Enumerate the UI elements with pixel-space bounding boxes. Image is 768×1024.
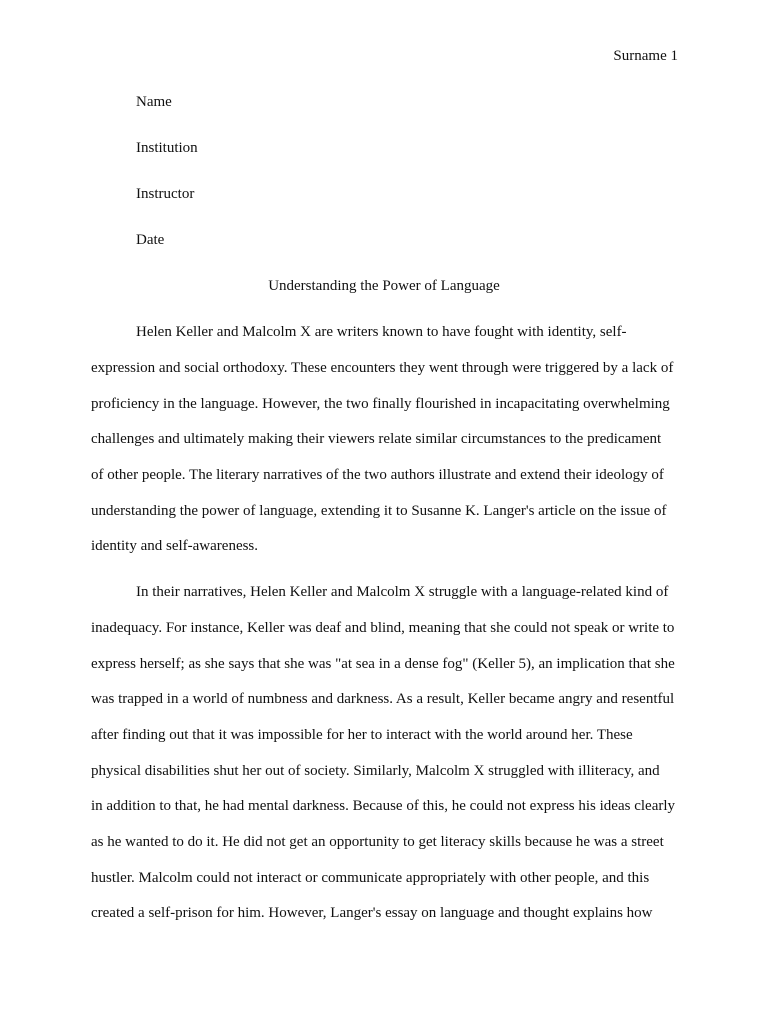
paragraph-line: In their narratives, Helen Keller and Malcolm X struggle with a language-related kind of [136, 584, 669, 600]
paragraph-line: understanding the power of language, extending it to Susanne K. Langer's article on the issue of [91, 503, 667, 519]
paragraph-line: expression and social orthodoxy. These encounters they went through were triggered by a lack of [91, 360, 674, 376]
paragraph-line: identity and self-awareness. [91, 538, 259, 554]
paragraph-line: challenges and ultimately making their viewers relate similar circumstances to the predicament [91, 431, 662, 447]
institution-line: Institution [136, 140, 198, 156]
paragraph-line: after finding out that it was impossible for her to interact with the world around her. These [91, 727, 633, 743]
paragraph-line: of other people. The literary narratives of the two authors illustrate and extend their ideology of [91, 467, 664, 483]
paragraph-line: express herself; as she says that she was "at sea in a dense fog" (Keller 5), an implication that she [91, 656, 675, 672]
paragraph-line: created a self-prison for him. However, Langer's essay on language and thought explains how [91, 905, 653, 921]
author-name: Name [136, 94, 172, 110]
paragraph-line: was trapped in a world of numbness and darkness. As a result, Keller became angry and resentful [91, 691, 675, 707]
paragraph-line: in addition to that, he had mental darkness. Because of this, he could not express his ideas clearly [91, 798, 676, 814]
paragraph-line: inadequacy. For instance, Keller was deaf and blind, meaning that she could not speak or write to [91, 620, 675, 636]
running-head: Surname 1 [613, 48, 678, 64]
paragraph-line: as he wanted to do it. He did not get an opportunity to get literacy skills because he was a street [91, 834, 664, 850]
paragraph-line: physical disabilities shut her out of society. Similarly, Malcolm X struggled with illiteracy, and [91, 763, 660, 779]
paragraph-line: Helen Keller and Malcolm X are writers known to have fought with identity, self- [136, 324, 627, 340]
date-line: Date [136, 232, 165, 248]
paragraph-line: hustler. Malcolm could not interact or communicate appropriately with other people, and this [91, 870, 650, 886]
paragraph-line: proficiency in the language. However, the two finally flourished in incapacitating overwhelming [91, 396, 670, 412]
essay-title: Understanding the Power of Language [268, 278, 500, 294]
instructor-line: Instructor [136, 186, 195, 202]
